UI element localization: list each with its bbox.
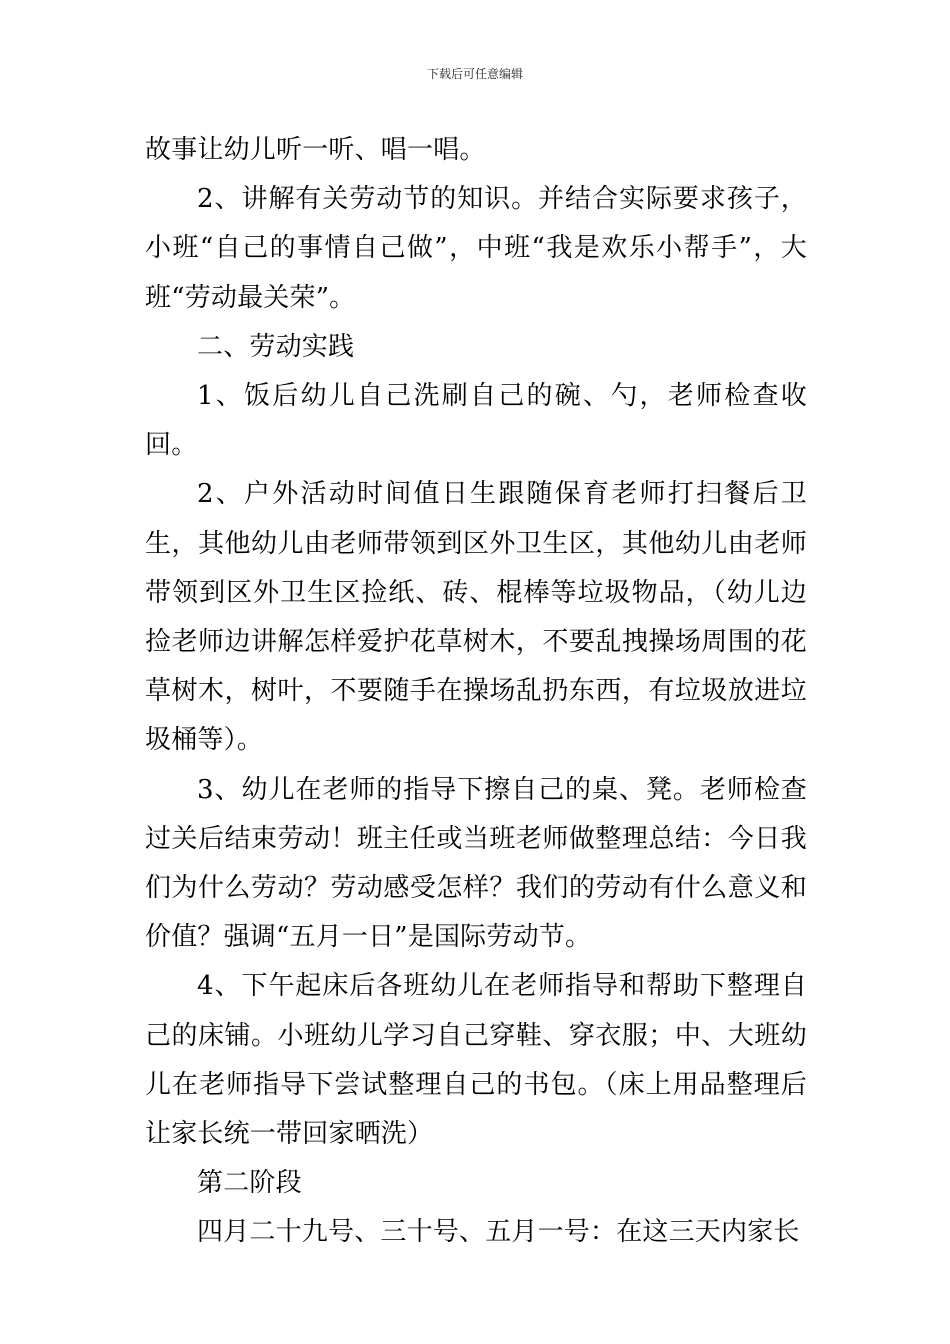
document-body [145,126,807,1258]
section-heading-labor-practice: 二、劳动实践 [197,331,355,362]
paragraph-6: 3、幼儿在老师的指导下擦自己的桌、凳。老师检查过关后结束劳动！班主任或当班老师做整理总结：今日我们为什么劳动？劳动感受怎样？我们的劳动有什么意义和价值？强调“五月一日”是国际劳动节。 [145,774,807,953]
paragraph-5: 2、户外活动时间值日生跟随保育老师打扫餐后卫生，其他幼儿由老师带领到区外卫生区，其他幼儿由老师带领到区外卫生区捡纸、砖、棍棒等垃圾物品，（幼儿边捡老师边讲解怎样爱护花草树木，不要乱拽操场周围的花草树木，树叶，不要随手在操场乱扔东西，有垃圾放进垃圾桶等）。 [145,479,807,756]
paragraph-9: 四月二十九号、三十号、五月一号：在这三天内家长 [197,1217,800,1248]
paragraph-1: 故事让幼儿听一听、唱一唱。 [145,135,486,165]
page-header: 下载后可任意编辑 [426,67,523,81]
paragraph-2: 2、讲解有关劳动节的知识。并结合实际要求孩子，小班“自己的事情自己做”，中班“我是欢乐小帮手”，大班“劳动最关荣”。 [145,184,807,313]
paragraph-7: 4、下午起床后各班幼儿在老师指导和帮助下整理自己的床铺。小班幼儿学习自己穿鞋、穿衣服；中、大班幼儿在老师指导下尝试整理自己的书包。（床上用品整理后让家长统一带回家晒洗） [145,971,807,1150]
paragraph-4: 1、饭后幼儿自己洗刷自己的碗、勺，老师检查收回。 [145,381,807,461]
section-heading-stage-two: 第二阶段 [197,1168,302,1199]
